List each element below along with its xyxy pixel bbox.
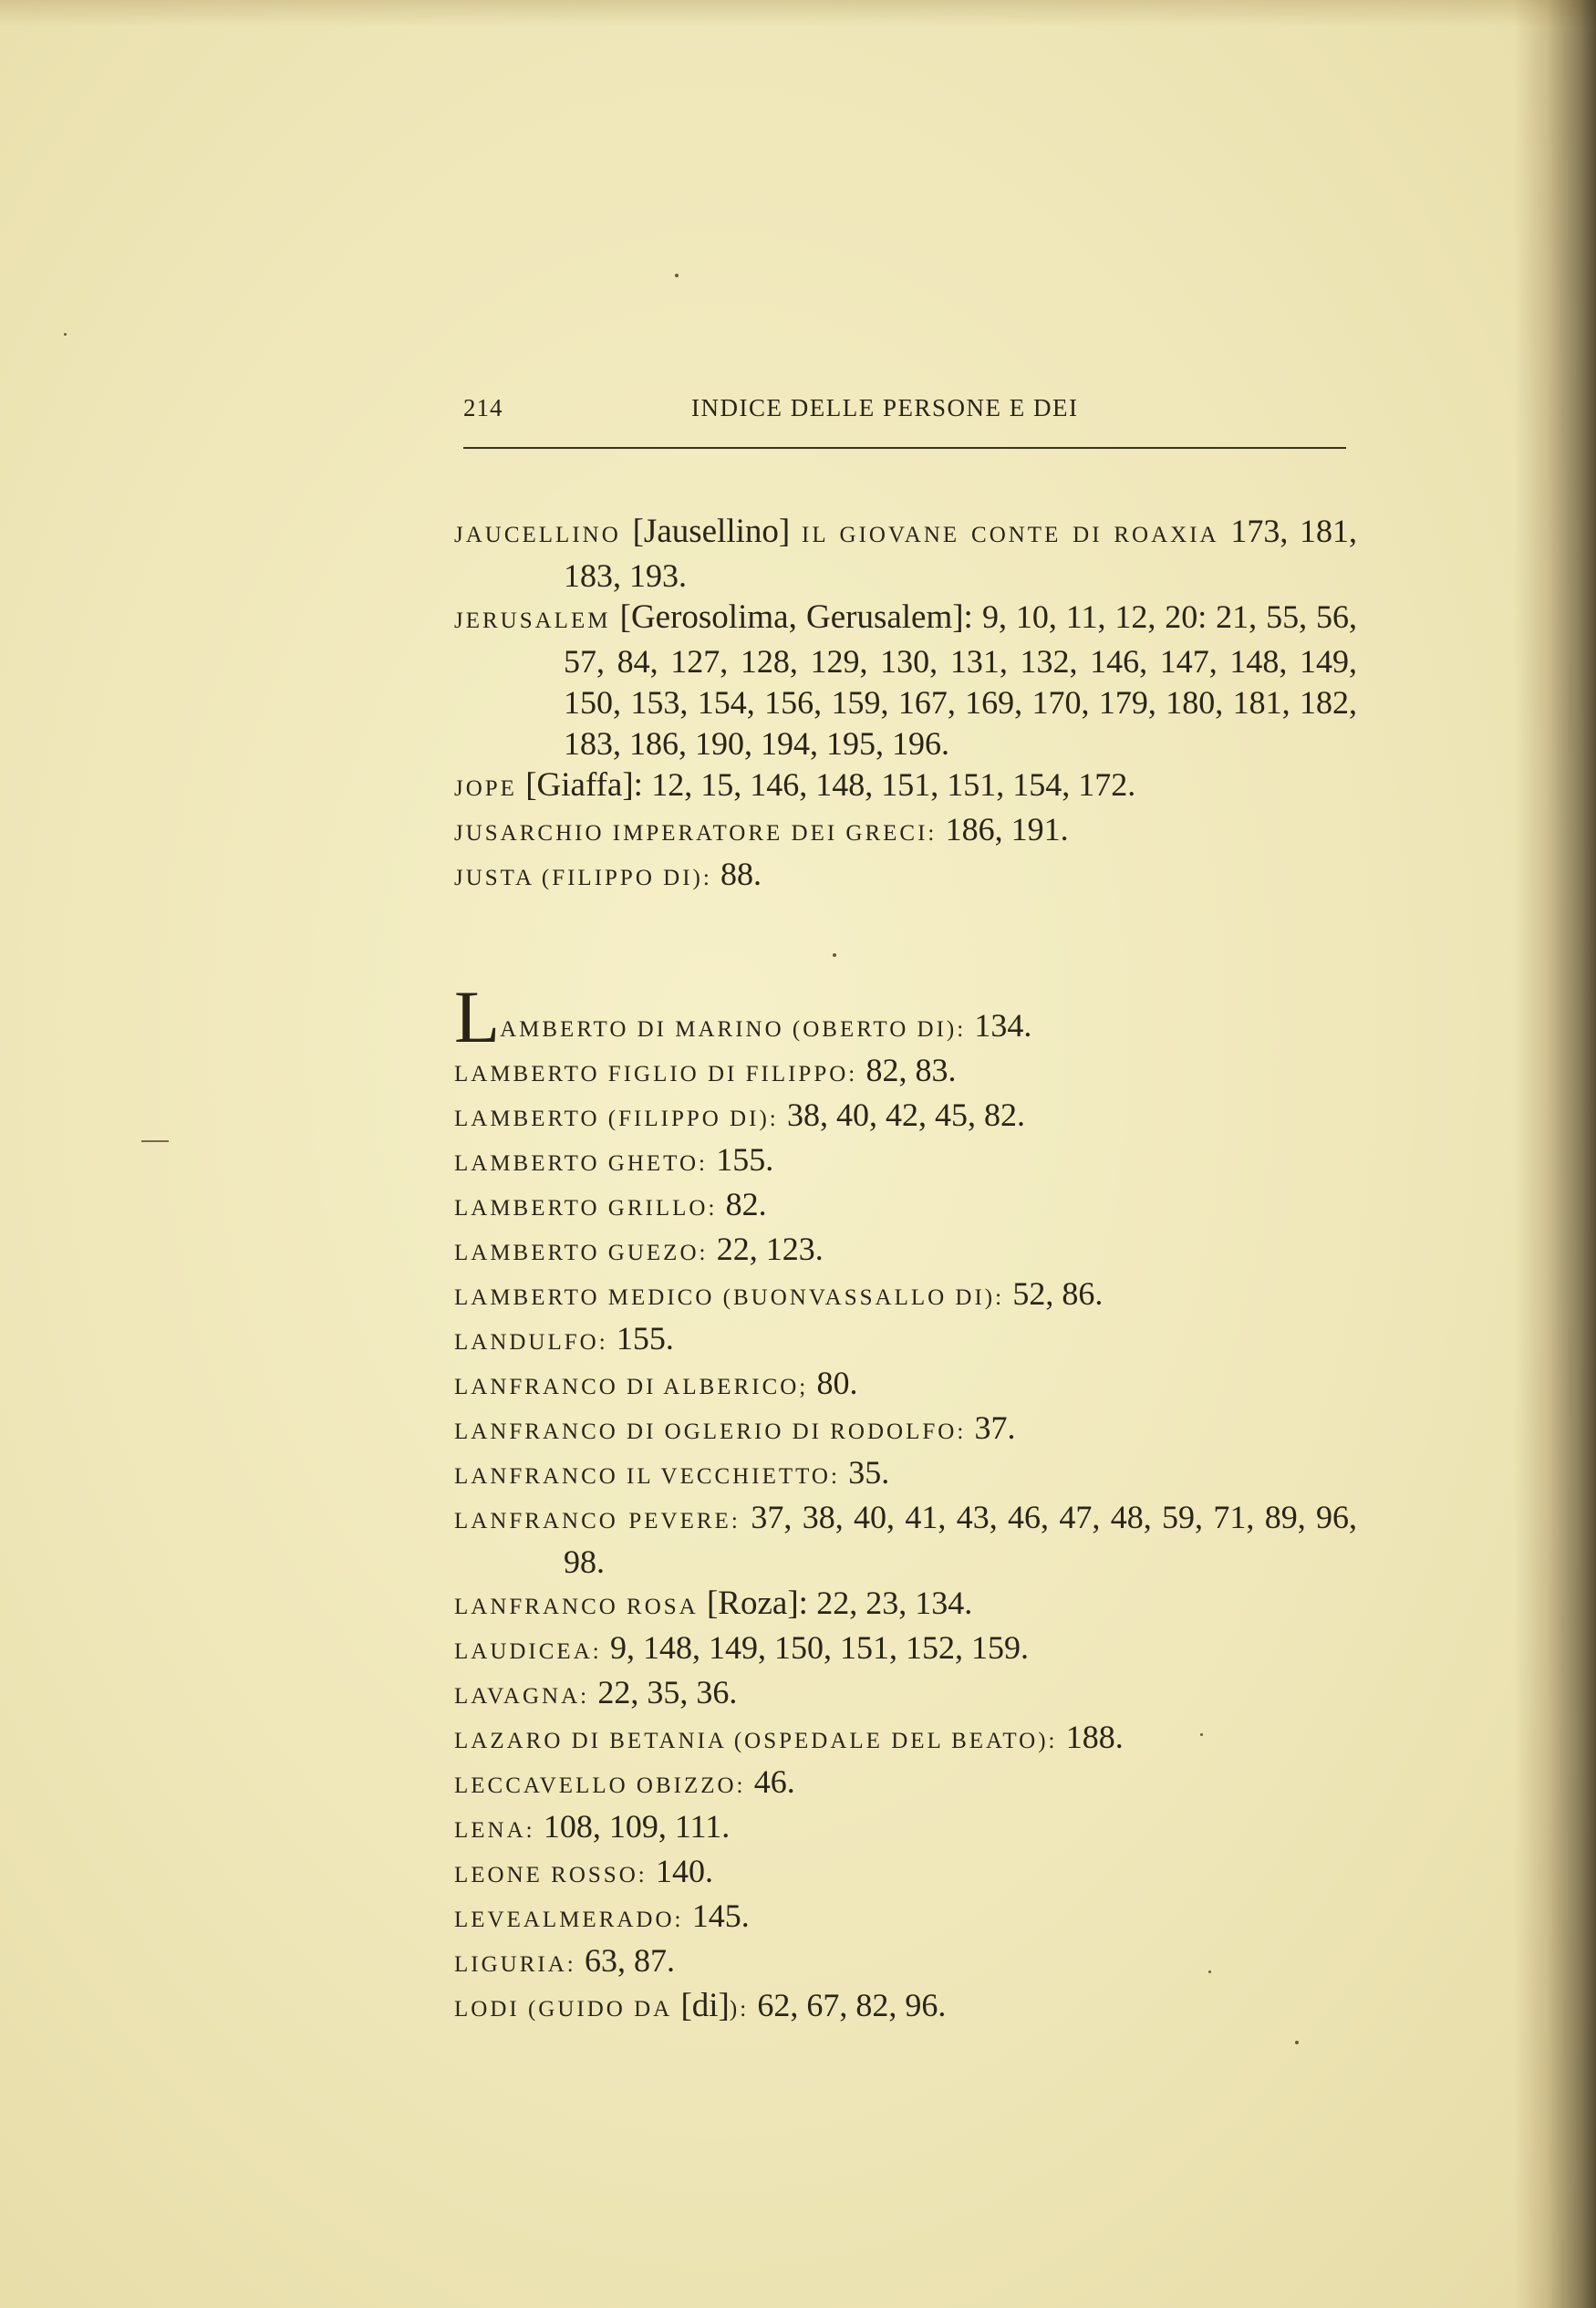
index-entry: LANFRANCO PEVERE: 37, 38, 40, 41, 43, 46, 47, 48, 59, 71, 89, 96, 98. <box>454 1499 1358 1580</box>
index-entry: LANFRANCO DI ALBERICO; 80. <box>454 1365 858 1401</box>
index-list <box>454 511 1357 2030</box>
index-entry: JUSARCHIO IMPERATORE DEI GRECI: 186, 191. <box>454 811 1069 847</box>
index-entry: LAVAGNA: 22, 35, 36. <box>454 1674 738 1710</box>
running-head: INDICE DELLE PERSONE E DEI <box>691 394 1079 421</box>
index-entry: LODI (GUIDO DA [di]): 62, 67, 82, 96. <box>454 1987 947 2024</box>
paper-speck <box>64 333 67 336</box>
index-entry: LENA: 108, 109, 111. <box>454 1808 731 1845</box>
index-entry: LEVEALMERADO: 145. <box>454 1897 750 1934</box>
index-entry: LAMBERTO GHETO: 155. <box>454 1141 774 1178</box>
index-entry: LEONE ROSSO: 140. <box>454 1853 713 1889</box>
index-entry: LANDULFO: 155. <box>454 1320 674 1357</box>
index-entry: LAMBERTO MEDICO (BUONVASSALLO DI): 52, 86. <box>454 1275 1104 1312</box>
index-entry: LANFRANCO IL VECCHIETTO: 35. <box>454 1454 890 1491</box>
index-entry: LANFRANCO ROSA [Roza]: 22, 23, 134. <box>454 1585 973 1622</box>
index-entry: LAUDICEA: 9, 148, 149, 150, 151, 152, 159. <box>454 1629 1029 1666</box>
index-entry-initial: LAMBERTO DI MARINO (OBERTO DI): 134. <box>454 975 1032 1058</box>
header-rule <box>463 447 1346 449</box>
index-entry: LAMBERTO GUEZO: 22, 123. <box>454 1231 824 1267</box>
page-header <box>463 394 1346 432</box>
page-number: 214 <box>463 394 503 421</box>
index-entry: JUSTA (FILIPPO DI): 88. <box>454 856 762 892</box>
index-entry: LAMBERTO (FILIPPO DI): 38, 40, 42, 45, 82. <box>454 1097 1025 1133</box>
index-entry: LAMBERTO GRILLO: 82. <box>454 1186 767 1222</box>
paper-speck <box>675 274 679 277</box>
index-entry: LECCAVELLO OBIZZO: 46. <box>454 1763 795 1800</box>
section-gap <box>454 899 1357 990</box>
index-entry: LANFRANCO DI OGLERIO DI RODOLFO: 37. <box>454 1409 1016 1446</box>
index-entry: JERUSALEM [Gerosolima, Gerusalem]: 9, 10, 11, 12, 20: 21, 55, 56, 57, 84, 127, 128, 129, 130, 131, 132, 146, 147, 148, 149, 150, 153, 154, 156, 159, 167, 169, 170, 179, 180, 181, 182, 183, 186, 190, 194, 195, 196. <box>454 598 1357 762</box>
paper-mark <box>141 1140 169 1142</box>
page-top-shadow <box>0 0 1596 27</box>
index-entry: JOPE [Giaffa]: 12, 15, 146, 148, 151, 151, 154, 172. <box>454 766 1136 804</box>
index-entry: LAMBERTO FIGLIO DI FILIPPO: 82, 83. <box>454 1052 957 1088</box>
paper-speck <box>1295 2041 1299 2044</box>
index-entry: LIGURIA: 63, 87. <box>454 1942 675 1979</box>
spine-shadow <box>1514 0 1596 2308</box>
index-entry: JAUCELLINO [Jausellino] IL GIOVANE CONTE DI ROAXIA 173, 181, 183, 193. <box>454 513 1357 594</box>
drop-cap: L <box>454 975 501 1058</box>
index-entry: LAZARO DI BETANIA (OSPEDALE DEL BEATO): 188. <box>454 1719 1124 1755</box>
